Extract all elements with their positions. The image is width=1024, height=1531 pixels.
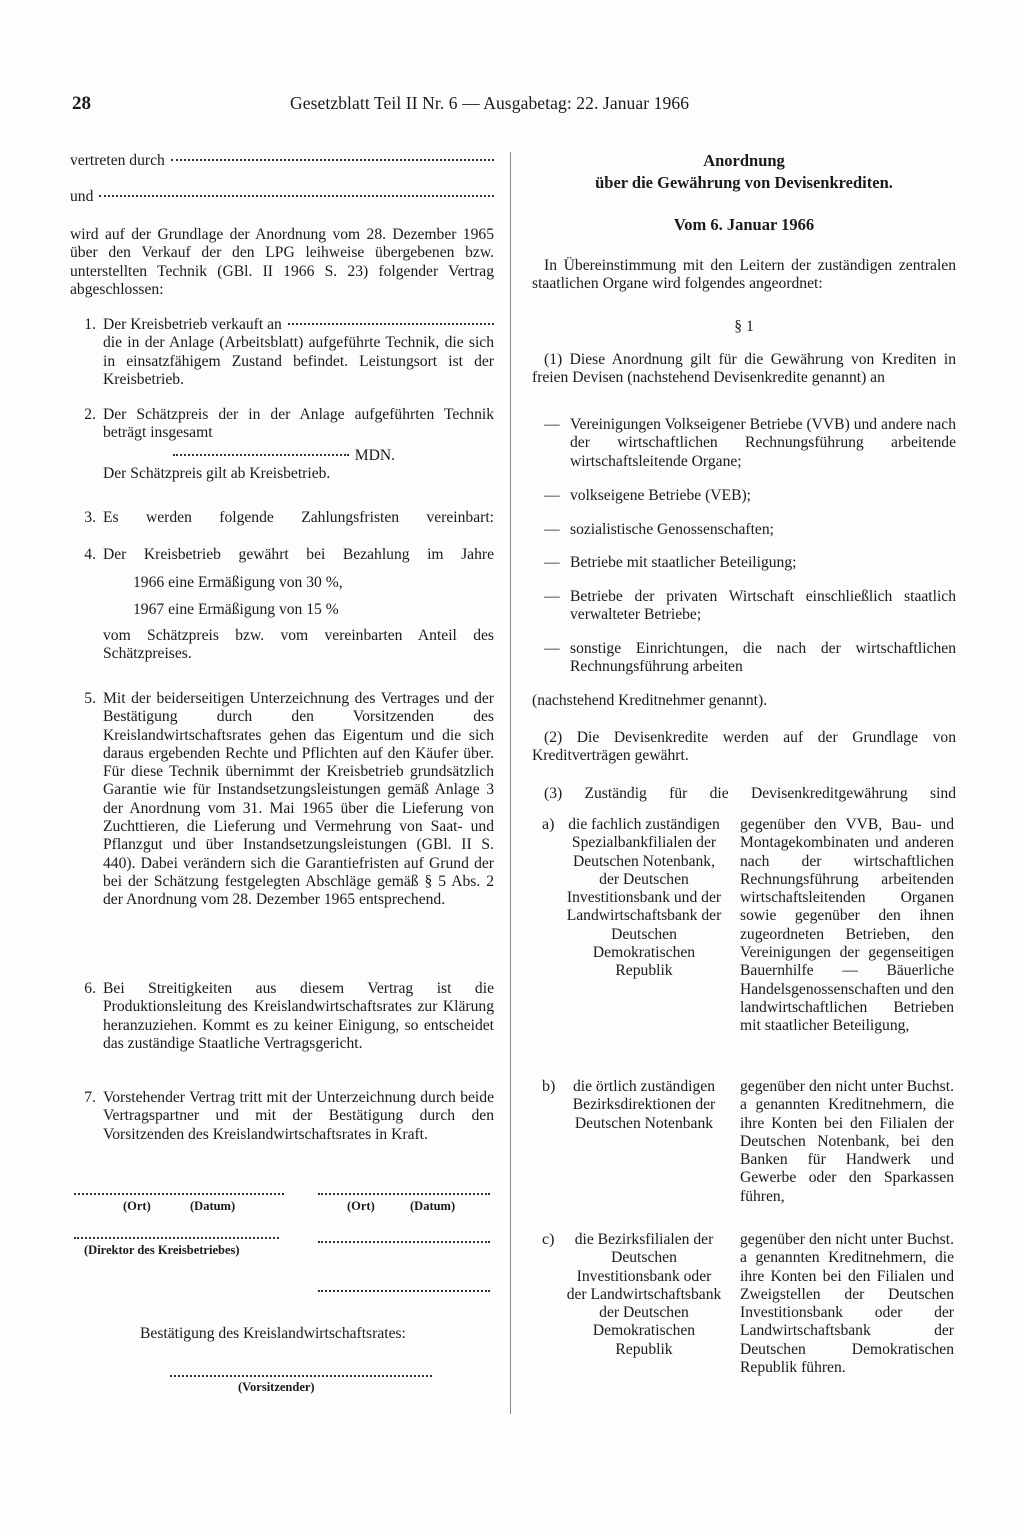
ort-label: (Ort) — [347, 1199, 375, 1213]
contract-item-3: 3. Es werden folgende Zahlungsfristen vereinbart: — [84, 509, 494, 526]
section-heading: § 1 — [734, 318, 754, 335]
decree-title: Anordnung über die Gewährung von Devisenkrediten. — [595, 151, 893, 192]
datum-label: (Datum) — [410, 1199, 456, 1213]
bestaetigung-label: Bestätigung des Kreislandwirtschaftsrates: — [140, 1325, 406, 1342]
blank-line — [173, 454, 349, 456]
contract-item-5: 5. Mit der beiderseitigen Unterzeichnung des Vertrages und der Bestätigung durch den Vorsitzenden des Kreislandwirtschaftsrates gehen das Eigentum und die sich daraus ergebenden Rechte und Pflichten auf den Käufer über. Für diese Technik übernimmt der Kreisbetrieb grundsätzlich Garantie wie für Instandsetzungsleistungen gemäß Anlage 3 der Anordnung vom 31. Mai 1965 über die Lieferung von Zuchttieren, die Lieferung und Vermehrung von Saat- und Pflanzgut und über Instandsetzungsleistungen (GBl. II S. 440). Dabei verändern sich die Garantiefristen auf Grund der bei der Schätzung festgelegten Abschläge gemäß § 5 Abs. 2 der Anordnung vom 28. Dezember 1965 entsprechend. — [84, 690, 494, 909]
dash-item: — Betriebe der privaten Wirtschaft einschließlich staatlich verwalteter Betriebe; — [544, 588, 956, 624]
vertreten-line — [70, 152, 494, 170]
decree-date: Vom 6. Januar 1966 — [673, 215, 815, 234]
blank-line — [171, 159, 494, 161]
vorsitzender-label: (Vorsitzender) — [238, 1380, 315, 1394]
contract-item-4: 4. Der Kreisbetrieb gewährt bei Bezahlung im Jahre 1966 eine Ermäßigung von 30 %, 1967 eine Ermäßigung von 15 % vom Schätzpreis bzw. vom vereinbarten Anteil des Schätzpreises. — [84, 546, 494, 663]
page-header: Gesetzblatt Teil II Nr. 6 — Ausgabetag: 22. Januar 1966 — [290, 93, 690, 113]
contract-item-2: 2. Der Schätzpreis der in der Anlage aufgeführten Technik beträgt insgesamt MDN. Der Schätzpreis gilt ab Kreisbetrieb. — [84, 406, 494, 482]
signature-line — [170, 1375, 432, 1377]
und-line — [70, 188, 494, 206]
signature-line — [318, 1290, 490, 1292]
und-label: und — [70, 188, 94, 205]
direktor-label: (Direktor des Kreisbetriebes) — [84, 1243, 240, 1257]
dash-item: — Vereinigungen Volkseigener Betriebe (VVB) und andere nach der wirtschaftlichen Rechnungsführung arbeitende wirtschaftsleitende Organe; — [544, 416, 956, 470]
signature-line — [318, 1241, 490, 1243]
column-divider — [510, 152, 511, 1414]
signature-line — [74, 1193, 284, 1195]
contract-item-7: 7. Vorstehender Vertrag tritt mit der Unterzeichnung durch beide Vertragspartner und mit der Bestätigung durch den Vorsitzenden des Kreislandwirtschaftsrates in Kraft. — [84, 1089, 494, 1143]
vertreten-label: vertreten durch — [70, 152, 165, 169]
paragraph-1: (1) Diese Anordnung gilt für die Gewährung von Krediten in freien Devisen (nachstehend Devisenkredite genannt) an — [532, 351, 956, 387]
dash-item: — sozialistische Genossenschaften; — [544, 521, 774, 538]
contract-item-6: 6. Bei Streitigkeiten aus diesem Vertrag ist die Produktionsleitung des Kreislandwirtschaftsrates zur Klärung heranzuziehen. Kommt es zu keiner Einigung, so entscheidet das zuständige Staatliche Vertragsgericht. — [84, 980, 494, 1052]
paragraph-2: (2) Die Devisenkredite werden auf der Grundlage von Kreditverträgen gewährt. — [532, 729, 956, 765]
page-number: 28 — [72, 93, 91, 114]
dash-item: — sonstige Einrichtungen, die nach der wirtschaftlichen Rechnungsführung arbeiten — [544, 640, 956, 676]
decree-intro: In Übereinstimmung mit den Leitern der zuständigen zentralen staatlichen Organe wird folgendes angeordnet: — [532, 257, 956, 293]
blank-line — [99, 195, 494, 197]
dash-item: — volkseigene Betriebe (VEB); — [544, 487, 752, 504]
datum-label: (Datum) — [190, 1199, 236, 1213]
contract-intro: wird auf der Grundlage der Anordnung vom 28. Dezember 1965 über den Verkauf der den LPG leihweise übergebenen bzw. unterstellten Technik (GBl. II 1966 S. 23) folgender Vertrag abgeschlossen: — [70, 226, 494, 298]
kreditnehmer-note: (nachstehend Kreditnehmer genannt). — [532, 692, 768, 709]
signature-line — [74, 1237, 279, 1239]
contract-item-1: 1. Der Kreisbetrieb verkauft an die in der Anlage (Arbeitsblatt) aufgeführte Technik, die sich in einsatzfähigem Zustand befindet. Leistungsort ist der Kreisbetrieb. — [84, 316, 494, 388]
blank-line — [288, 323, 494, 325]
signature-line — [318, 1193, 490, 1195]
ort-label: (Ort) — [123, 1199, 151, 1213]
paragraph-3: (3) Zuständig für die Devisenkreditgewährung sind — [544, 785, 956, 802]
dash-item: — Betriebe mit staatlicher Beteiligung; — [544, 554, 797, 571]
